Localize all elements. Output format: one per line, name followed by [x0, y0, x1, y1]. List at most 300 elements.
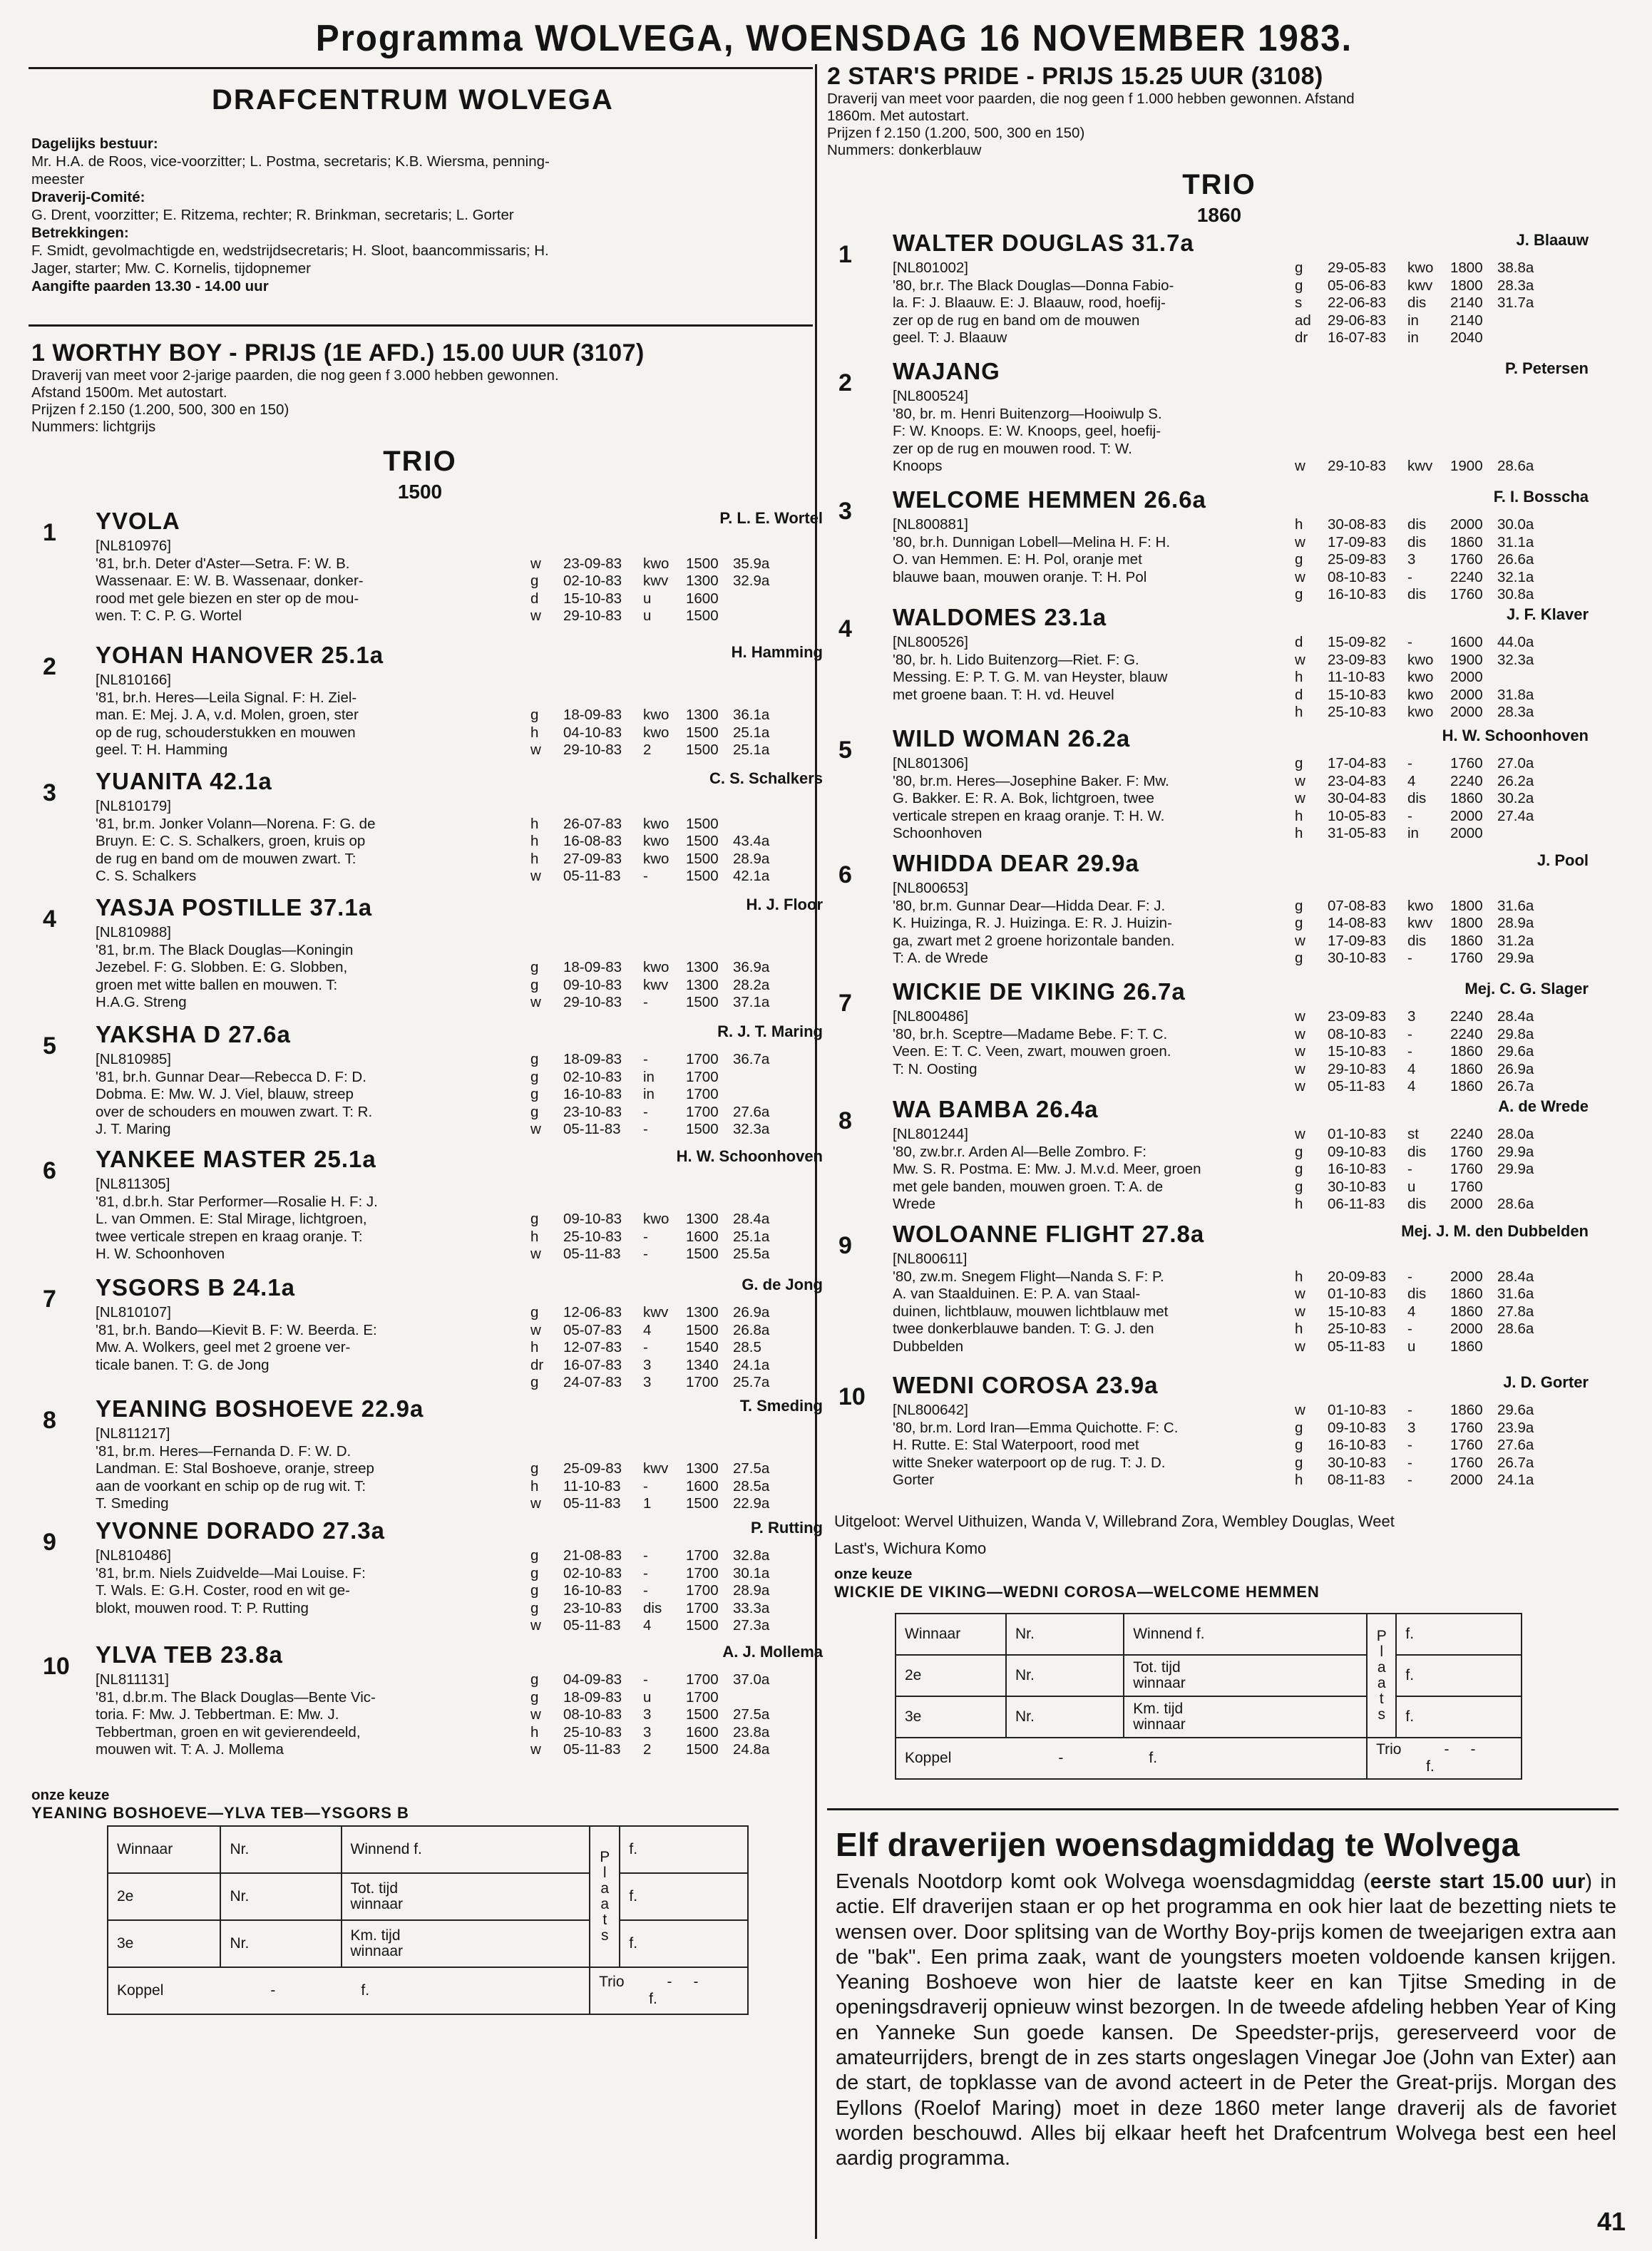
winning-field — [342, 1920, 590, 1967]
start-date: 30-10-83 — [1328, 1454, 1387, 1471]
track-code: h — [1295, 1268, 1303, 1285]
start-row — [530, 1069, 790, 1087]
horse-trainer: J. D. Gorter — [1503, 1373, 1589, 1391]
number-field: Nr. — [220, 1826, 341, 1873]
track-code: w — [1295, 533, 1305, 550]
winning-field — [1124, 1614, 1367, 1655]
horse-trainer: A. de Wrede — [1498, 1097, 1589, 1115]
track-code: g — [1295, 277, 1303, 294]
km-time: 28.3a — [1497, 277, 1534, 294]
distance: 1800 — [1450, 897, 1483, 914]
track-code: w — [530, 1495, 541, 1512]
koppel-field — [896, 1738, 1367, 1779]
horse-trainer: A. J. Mollema — [722, 1643, 823, 1661]
start-row — [530, 868, 790, 886]
number-field: Nr. — [220, 1873, 341, 1920]
result: 3 — [1407, 1008, 1416, 1025]
start-date: 29-05-83 — [1328, 260, 1387, 276]
pick-label: onze keuze — [31, 1787, 110, 1803]
start-row — [1295, 1472, 1554, 1489]
track-code: h — [530, 833, 539, 849]
km-time: 24.1a — [733, 1356, 770, 1373]
result: kwv — [1407, 458, 1433, 474]
result: - — [643, 1582, 648, 1599]
track-code: h — [1295, 669, 1303, 685]
km-time: 26.7a — [1497, 1454, 1534, 1471]
horse-number: 3 — [838, 498, 852, 525]
result: kwo — [1407, 260, 1434, 276]
result: - — [1407, 950, 1412, 966]
bet-label: Km. tijd — [1133, 1701, 1184, 1717]
result: 4 — [643, 1321, 652, 1338]
distance: 1860 — [1450, 1078, 1483, 1094]
result: dis — [1407, 790, 1427, 806]
result: 3 — [643, 1374, 652, 1390]
distance: 2000 — [1450, 669, 1483, 685]
start-date: 29-10-83 — [563, 607, 622, 624]
start-date: 05-11-83 — [563, 1495, 621, 1512]
start-date: 02-10-83 — [563, 573, 622, 589]
horse-description: [NL801306] '80, br.m. Heres—Josephine Baker. F: Mw. G. Bakker. E: R. A. Bok, lichtgroen, twee verticale strepen en kraag oranje. T: H. W. Schoonhoven — [893, 755, 1169, 841]
horse-name: WALTER DOUGLAS 31.7a — [893, 230, 1194, 256]
distance: 1500 — [686, 1495, 719, 1512]
result: kwo — [1407, 704, 1434, 720]
result: - — [643, 1339, 648, 1355]
result: - — [1407, 807, 1412, 824]
start-date: 16-10-83 — [1328, 1437, 1387, 1453]
result: - — [1407, 1437, 1412, 1453]
start-date: 17-04-83 — [1328, 755, 1387, 771]
start-row — [530, 1741, 790, 1759]
result: kwv — [1407, 277, 1433, 294]
result: kwv — [643, 976, 669, 993]
distance: 2000 — [1450, 1321, 1483, 1337]
horse-description: [NL810179] '81, br.m. Jonker Volann—Norena. F: G. de Bruyn. E: C. S. Schalkers, groen, kruis op de rug en band om de mouwen zwart. T: C. S. Schalkers — [96, 798, 376, 884]
distance: 2000 — [1450, 807, 1483, 824]
km-time: 25.1a — [733, 724, 770, 741]
start-row — [1295, 1043, 1554, 1061]
plaats-letter: s — [601, 1927, 609, 1944]
plaats-letter: t — [1379, 1691, 1384, 1707]
page-title: Programma WOLVEGA, WOENSDAG 16 NOVEMBER 1983. — [315, 18, 1353, 59]
amount-label: f. — [1149, 1750, 1158, 1766]
start-row — [1295, 1196, 1554, 1214]
start-row — [1295, 260, 1554, 277]
track-code: g — [1295, 551, 1303, 568]
result: - — [1407, 1472, 1412, 1488]
result: - — [1407, 1161, 1412, 1177]
track-code: w — [530, 1246, 541, 1262]
trio-field — [1367, 1738, 1522, 1779]
km-time: 29.6a — [1497, 1402, 1534, 1418]
horse-description: [NL800524] '80, br. m. Henri Buitenzorg—Hooiwulp S. F: W. Knoops. E: W. Knoops, geel, hoefij- zer op de rug en mouwen rood. T: W. Knoops — [893, 388, 1162, 474]
horse-trainer: H. W. Schoonhoven — [676, 1147, 823, 1165]
plaats-letter: s — [1377, 1706, 1385, 1723]
start-date: 18-09-83 — [563, 1688, 622, 1706]
start-date: 21-08-83 — [563, 1547, 622, 1564]
track-code: h — [530, 724, 539, 741]
result: - — [643, 1671, 648, 1688]
km-time: 26.8a — [733, 1321, 770, 1338]
distance: 1860 — [1450, 1303, 1483, 1320]
horse-description: [NL810486] '81, br.m. Niels Zuidvelde—Mai Louise. F: T. Wals. E: G.H. Coster, rood en wit ge- blokt, mouwen rood. T: P. Rutting — [96, 1547, 366, 1616]
km-time: 32.1a — [1497, 568, 1534, 585]
club-section — [31, 84, 794, 295]
distance: 1600 — [686, 1228, 719, 1245]
horse-number: 8 — [43, 1407, 56, 1434]
start-row — [530, 977, 790, 995]
start-row — [530, 573, 790, 590]
start-date: 30-10-83 — [1328, 950, 1387, 966]
track-code: g — [530, 1688, 539, 1706]
start-date: 18-09-83 — [563, 959, 622, 975]
distance: 1760 — [1450, 950, 1483, 966]
distance: 2000 — [1450, 1268, 1483, 1285]
start-history — [1295, 1402, 1554, 1489]
horse-number: 4 — [838, 615, 852, 642]
track-code: g — [530, 1068, 539, 1085]
horse-description: [NL810976] '81, br.h. Deter d'Aster—Setra. F: W. B. Wassenaar. E: W. B. Wassenaar, donker- rood met gele biezen en ster op de mou- wen. T: C. P. G. Wortel — [96, 538, 364, 624]
bet-form-race-2 — [895, 1613, 1522, 1780]
amount-field: f. — [620, 1826, 748, 1873]
distance: 1540 — [686, 1339, 719, 1355]
distance: 1600 — [686, 1477, 719, 1494]
result: kwv — [643, 1460, 669, 1477]
track-code: dr — [1295, 329, 1308, 346]
km-time: 27.3a — [733, 1617, 770, 1634]
km-time: 26.2a — [1497, 772, 1534, 789]
start-date: 08-10-83 — [563, 1706, 622, 1723]
result: 4 — [1407, 1303, 1416, 1320]
start-history — [530, 1211, 790, 1263]
horse-name: WA BAMBA 26.4a — [893, 1096, 1099, 1122]
horse-description: [NL800653] '80, br.m. Gunnar Dear—Hidda Dear. F: J. K. Huizinga, R. J. Huizinga. E: R. J. Huizin- ga, zwart met 2 groene horizontale banden. T: A. de Wrede — [893, 880, 1175, 966]
result: dis — [1407, 294, 1427, 311]
start-history — [530, 1304, 790, 1392]
horse-name: YEANING BOSHOEVE 22.9a — [96, 1395, 424, 1422]
km-time: 29.9a — [1497, 950, 1534, 966]
distance: 1500 — [686, 607, 719, 624]
start-row — [1295, 755, 1554, 773]
km-time: 33.3a — [733, 1599, 770, 1616]
track-code: w — [1295, 1078, 1305, 1094]
track-code: w — [1295, 1402, 1305, 1418]
start-date: 04-09-83 — [563, 1671, 622, 1688]
horse-number: 5 — [838, 737, 852, 764]
horse-trainer: T. Smeding — [739, 1397, 823, 1415]
track-code: g — [1295, 1143, 1303, 1160]
start-row — [1295, 569, 1554, 587]
start-date: 15-09-82 — [1328, 634, 1387, 650]
place-label: 2e — [108, 1873, 220, 1920]
distance: 1760 — [1450, 755, 1483, 771]
track-code: g — [1295, 260, 1303, 276]
distance: 1900 — [1450, 651, 1483, 668]
start-row — [1295, 329, 1554, 347]
result: kwo — [643, 815, 669, 832]
distance: 1700 — [686, 1582, 719, 1599]
amount-label: f. — [361, 1982, 370, 1999]
distance: 1700 — [686, 1671, 719, 1688]
track-code: h — [530, 1477, 539, 1494]
distance: 1500 — [686, 833, 719, 849]
horse-name: WELCOME HEMMEN 26.6a — [893, 486, 1206, 513]
start-row — [530, 1478, 790, 1496]
result: kwo — [643, 707, 669, 723]
horse-number: 10 — [43, 1653, 70, 1680]
dash: - — [667, 1974, 672, 1990]
track-code: w — [530, 1121, 541, 1137]
horse-name: WOLOANNE FLIGHT 27.8a — [893, 1221, 1205, 1247]
km-time: 23.8a — [733, 1723, 770, 1740]
result: u — [1407, 1338, 1416, 1355]
start-row — [530, 742, 790, 759]
page-number: 41 — [1597, 2207, 1626, 2236]
amount-field: f. — [620, 1920, 748, 1967]
result: kwo — [1407, 651, 1434, 668]
distance: 1500 — [686, 850, 719, 867]
horse-trainer: P. Petersen — [1504, 359, 1589, 377]
plaats-letter: a — [600, 1880, 610, 1897]
distance: 1760 — [1450, 1143, 1483, 1160]
pick-horses: WICKIE DE VIKING—WEDNI COROSA—WELCOME HEMMEN — [834, 1583, 1320, 1601]
start-row — [1295, 808, 1554, 826]
result: 3 — [643, 1723, 652, 1740]
start-row — [1295, 773, 1554, 791]
bet-row — [108, 1826, 748, 1873]
distance: 1700 — [686, 1547, 719, 1564]
bet-label: winnaar — [1133, 1675, 1186, 1691]
result: kwo — [643, 833, 669, 849]
start-date: 07-08-83 — [1328, 897, 1387, 914]
start-row — [1295, 534, 1554, 552]
km-time: 30.1a — [733, 1564, 770, 1581]
race-description: Draverij van meet voor paarden, die nog geen f 1.000 hebben gewonnen. Afstand 1860m. Met autostart. Prijzen f 2.150 (1.200, 500, 300 en 150) Nummers: donkerblauw — [827, 91, 1355, 158]
start-date: 05-11-83 — [563, 1617, 621, 1634]
distance: 1760 — [1450, 586, 1483, 603]
track-code: h — [1295, 516, 1303, 533]
horse-number: 5 — [43, 1032, 56, 1060]
result: - — [643, 1547, 648, 1564]
distance: 1600 — [1450, 634, 1483, 650]
horse-name: YASJA POSTILLE 37.1a — [96, 894, 373, 921]
race-description: Draverij van meet voor 2-jarige paarden, die nog geen f 3.000 hebben gewonnen. Afstand 1500m. Met autostart. Prijzen f 2.150 (1.200, 500, 300 en 150) Nummers: lichtgrijs — [31, 367, 559, 435]
start-row — [1295, 1078, 1554, 1096]
horse-number: 6 — [43, 1157, 56, 1184]
distance: 1500 — [686, 742, 719, 758]
result: kwo — [1407, 686, 1434, 703]
km-time — [733, 1086, 790, 1104]
track-code: w — [530, 1741, 541, 1758]
title-rule — [29, 67, 813, 69]
horse-name: YANKEE MASTER 25.1a — [96, 1146, 376, 1172]
km-time: 26.9a — [1497, 1060, 1534, 1077]
start-row — [530, 1565, 790, 1583]
bet-label: winnaar — [1133, 1716, 1186, 1733]
track-code: h — [1295, 807, 1303, 824]
start-date: 05-11-83 — [563, 1741, 621, 1758]
km-time: 36.1a — [733, 707, 770, 723]
track-code: g — [1295, 897, 1303, 914]
start-date: 22-06-83 — [1328, 294, 1387, 311]
km-time: 28.5 — [733, 1339, 761, 1355]
result: in — [643, 1086, 655, 1102]
result: kwv — [1407, 915, 1433, 931]
result: - — [1407, 1268, 1412, 1285]
article-title: Elf draverijen woensdagmiddag te Wolvega — [836, 1826, 1520, 1863]
horse-trainer: Mej. J. M. den Dubbelden — [1401, 1222, 1589, 1240]
start-row — [530, 724, 790, 742]
track-code: s — [1295, 294, 1303, 311]
start-row — [530, 1582, 790, 1600]
km-time: 31.2a — [1497, 932, 1534, 949]
horse-description: [NL811305] '81, d.br.h. Star Performer—Rosalie H. F: J. L. van Ommen. E: Stal Mirage, lichtgroen, twee verticale strepen en kraag oranje. T: H. W. Schoonhoven — [96, 1176, 378, 1262]
race-title: 1 WORTHY BOY - PRIJS (1E AFD.) 15.00 UUR (3107) — [31, 339, 645, 366]
start-date: 05-06-83 — [1328, 277, 1387, 294]
km-time: 26.9a — [733, 1304, 770, 1321]
place-label: Winnaar — [108, 1826, 220, 1873]
distance: 1760 — [1450, 551, 1483, 568]
result: dis — [1407, 1196, 1427, 1212]
horse-number: 8 — [838, 1107, 852, 1134]
start-date: 14-08-83 — [1328, 915, 1387, 931]
track-code: h — [1295, 1196, 1303, 1212]
start-date: 08-11-83 — [1328, 1472, 1385, 1488]
km-time — [733, 607, 790, 625]
start-row — [1295, 1008, 1554, 1026]
start-row — [1295, 1179, 1554, 1196]
start-date: 11-10-83 — [1328, 669, 1385, 685]
km-time: 23.9a — [1497, 1419, 1534, 1436]
race-1-pick — [31, 1787, 409, 1822]
bet-row — [108, 1920, 748, 1967]
start-date: 29-10-83 — [563, 742, 622, 758]
horse-number: 9 — [838, 1232, 852, 1259]
start-date: 09-10-83 — [563, 976, 622, 993]
start-date: 16-10-83 — [563, 1086, 622, 1102]
result: dis — [643, 1599, 662, 1616]
result: - — [643, 868, 648, 884]
horse-name: YVONNE DORADO 27.3a — [96, 1517, 385, 1544]
article-text-bold: eerste start 15.00 uur — [1370, 1870, 1586, 1893]
bet-form-race-1 — [107, 1825, 749, 2015]
km-time: 30.2a — [1497, 790, 1534, 806]
start-date: 16-10-83 — [1328, 586, 1387, 603]
distance: 1500 — [686, 1706, 719, 1723]
distance: 1860 — [1450, 1402, 1483, 1418]
distance: 1600 — [686, 1723, 719, 1740]
amount-field: f. — [1396, 1614, 1522, 1655]
start-history — [530, 959, 790, 1012]
horse-name: YAKSHA D 27.6a — [96, 1021, 291, 1047]
distance: 1500 — [686, 815, 719, 832]
result: dis — [1407, 932, 1427, 949]
start-row — [1295, 1268, 1554, 1286]
place-label: 3e — [896, 1696, 1006, 1738]
start-row — [530, 1689, 790, 1707]
number-field: Nr. — [220, 1920, 341, 1967]
track-code: d — [1295, 686, 1303, 703]
distance: 1300 — [686, 976, 719, 993]
horse-trainer: P. Rutting — [750, 1519, 823, 1537]
bet-row — [896, 1655, 1522, 1696]
result: kwo — [1407, 669, 1434, 685]
amount-field: f. — [1396, 1696, 1522, 1738]
result: dis — [1407, 533, 1427, 550]
distance: 2240 — [1450, 1008, 1483, 1025]
result: 4 — [1407, 1078, 1416, 1094]
distance: 1860 — [1450, 1060, 1483, 1077]
start-history — [530, 1051, 790, 1139]
bet-row — [896, 1696, 1522, 1738]
result: u — [643, 1688, 652, 1706]
club-heading: Betrekkingen: — [31, 225, 129, 241]
race-distance: 1860 — [1196, 204, 1242, 226]
start-date: 29-10-83 — [563, 994, 622, 1010]
horse-number: 9 — [43, 1529, 56, 1556]
start-date: 24-07-83 — [563, 1374, 622, 1390]
horse-description: [NL800611] '80, zw.m. Snegem Flight—Nanda S. F: P. A. van Staalduinen. E: P. A. van Staal- duinen, lichtblauw, mouwen lichtblauw met twee donkerblauwe banden. T: G. J. den Dubbelden — [893, 1251, 1169, 1355]
start-date: 25-09-83 — [563, 1460, 622, 1477]
track-code: h — [1295, 1321, 1303, 1337]
km-time: 28.6a — [1497, 1196, 1534, 1212]
km-time: 24.8a — [733, 1741, 770, 1758]
start-date: 23-10-83 — [563, 1599, 622, 1616]
club-text: G. Drent, voorzitter; E. Ritzema, rechter; R. Brinkman, secretaris; L. Gorter — [31, 207, 514, 223]
horse-name: YVOLA — [96, 508, 180, 534]
start-row — [1295, 294, 1554, 312]
horse-description: [NL800526] '80, br. h. Lido Buitenzorg—Riet. F: G. Messing. E: P. T. G. M. van Heyster, blauw met groene baan. T: H. vd. Heuvel — [893, 634, 1168, 703]
track-code: h — [1295, 704, 1303, 720]
bet-row — [896, 1614, 1522, 1655]
start-date: 25-10-83 — [563, 1723, 622, 1740]
horse-name: WAJANG — [893, 358, 1000, 384]
horse-description: [NL801244] '80, zw.br.r. Arden Al—Belle Zombro. F: Mw. S. R. Postma. E: Mw. J. M.v.d. Meer, groen met gele banden, mouwen groen. T: A. de Wrede — [893, 1126, 1201, 1212]
result: - — [643, 1103, 648, 1120]
km-time: 27.6a — [1497, 1437, 1534, 1453]
start-row — [1295, 669, 1554, 687]
km-time: 27.5a — [733, 1460, 770, 1477]
distance: 1300 — [686, 1211, 719, 1227]
start-row — [530, 1086, 790, 1104]
track-code: h — [530, 1723, 539, 1740]
km-time — [733, 1069, 790, 1087]
horse-trainer: H. W. Schoonhoven — [1442, 727, 1589, 744]
km-time: 27.8a — [1497, 1303, 1534, 1320]
distance: 1860 — [1450, 932, 1483, 949]
distance: 2000 — [1450, 704, 1483, 720]
start-date: 16-08-83 — [563, 833, 622, 849]
start-history — [530, 1460, 790, 1513]
bet-label: Km. tijd — [350, 1927, 401, 1944]
koppel-label: Koppel — [905, 1750, 952, 1766]
distance: 1500 — [686, 994, 719, 1010]
distance: 1700 — [686, 1688, 719, 1706]
distance: 1760 — [1450, 1454, 1483, 1471]
withdrawn-horses: Uitgeloot: Wervel Uithuizen, Wanda V, Willebrand Zora, Wembley Douglas, Weet Last's, Wichura Komo — [834, 1512, 1395, 1557]
start-row — [530, 816, 790, 834]
km-time: 31.6a — [1497, 897, 1534, 914]
distance: 1500 — [686, 555, 719, 572]
result: 1 — [643, 1495, 652, 1512]
start-row — [530, 707, 790, 724]
number-field: Nr. — [1006, 1614, 1124, 1655]
start-row — [530, 1460, 790, 1478]
trio-bet-label: Trio — [1376, 1741, 1402, 1758]
distance: 1860 — [1450, 1043, 1483, 1060]
distance: 1600 — [686, 590, 719, 607]
plaats-letter: t — [602, 1912, 607, 1928]
